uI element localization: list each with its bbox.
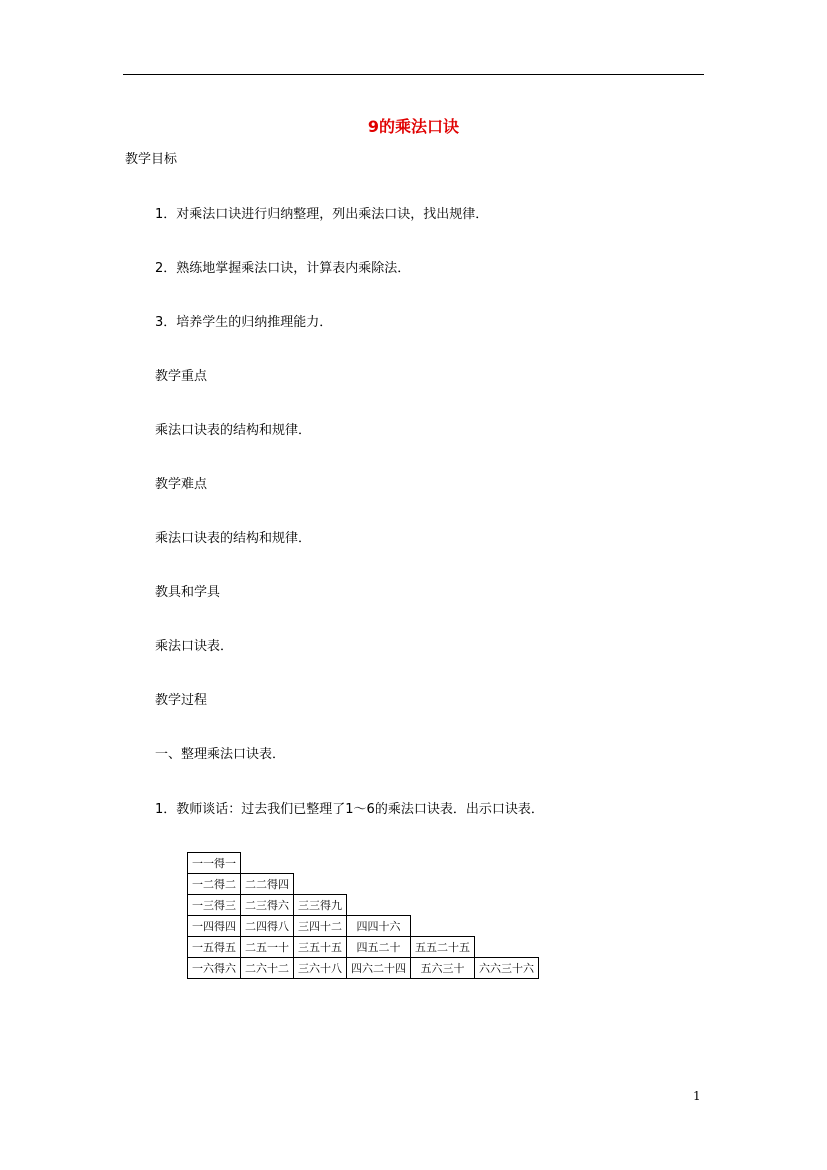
- table-row: [188, 895, 539, 916]
- table-cell: 四六二十四: [347, 958, 411, 979]
- table-row: [188, 874, 539, 895]
- multiplication-table: [187, 852, 539, 979]
- section-heading-key-points: 教学重点: [155, 369, 208, 384]
- table-cell: 三六十八: [294, 958, 347, 979]
- table-cell: 一四得四: [188, 916, 241, 937]
- table-row: [188, 853, 539, 874]
- section-heading-difficulties: 教学难点: [155, 477, 208, 492]
- table-cell: 一一得一: [188, 853, 241, 874]
- page-number: 1: [693, 1089, 701, 1103]
- table-cell: 一三得三: [188, 895, 241, 916]
- table-cell: 四四十六: [347, 916, 411, 937]
- materials-text: 乘法口诀表．: [155, 639, 234, 654]
- key-points-text: 乘法口诀表的结构和规律．: [155, 423, 312, 438]
- table-cell: 五五二十五: [411, 937, 475, 958]
- table-row: [188, 916, 539, 937]
- difficulties-text: 乘法口诀表的结构和规律．: [155, 531, 312, 546]
- objective-2: 2．熟练地掌握乘法口诀，计算表内乘除法．: [155, 261, 411, 276]
- section-heading-objectives: 教学目标: [125, 152, 178, 167]
- process-step-1: 一、整理乘法口诀表．: [155, 747, 286, 762]
- table-cell: 四五二十: [347, 937, 411, 958]
- page-title: 9的乘法口诀: [367, 117, 460, 136]
- table-cell: 六六三十六: [475, 958, 539, 979]
- table-row: [188, 937, 539, 958]
- table-cell: 二五一十: [241, 937, 294, 958]
- table-cell: 一二得二: [188, 874, 241, 895]
- process-step-1-1: 1．教师谈话：过去我们已整理了1～6的乘法口诀表．出示口诀表．: [155, 802, 544, 817]
- table-cell: 一六得六: [188, 958, 241, 979]
- header-rule: [123, 74, 704, 75]
- table-cell: 三四十二: [294, 916, 347, 937]
- table-row: [188, 958, 539, 979]
- table-cell: 二二得四: [241, 874, 294, 895]
- table-cell: 二六十二: [241, 958, 294, 979]
- table-cell: 一五得五: [188, 937, 241, 958]
- table-cell: 五六三十: [411, 958, 475, 979]
- objective-1: 1．对乘法口诀进行归纳整理，列出乘法口诀，找出规律．: [155, 207, 489, 222]
- table-cell: 二四得八: [241, 916, 294, 937]
- section-heading-materials: 教具和学具: [155, 585, 221, 600]
- table-cell: 三三得九: [294, 895, 347, 916]
- table-cell: 三五十五: [294, 937, 347, 958]
- table-cell: 二三得六: [241, 895, 294, 916]
- objective-3: 3．培养学生的归纳推理能力．: [155, 315, 333, 330]
- section-heading-process: 教学过程: [155, 693, 208, 708]
